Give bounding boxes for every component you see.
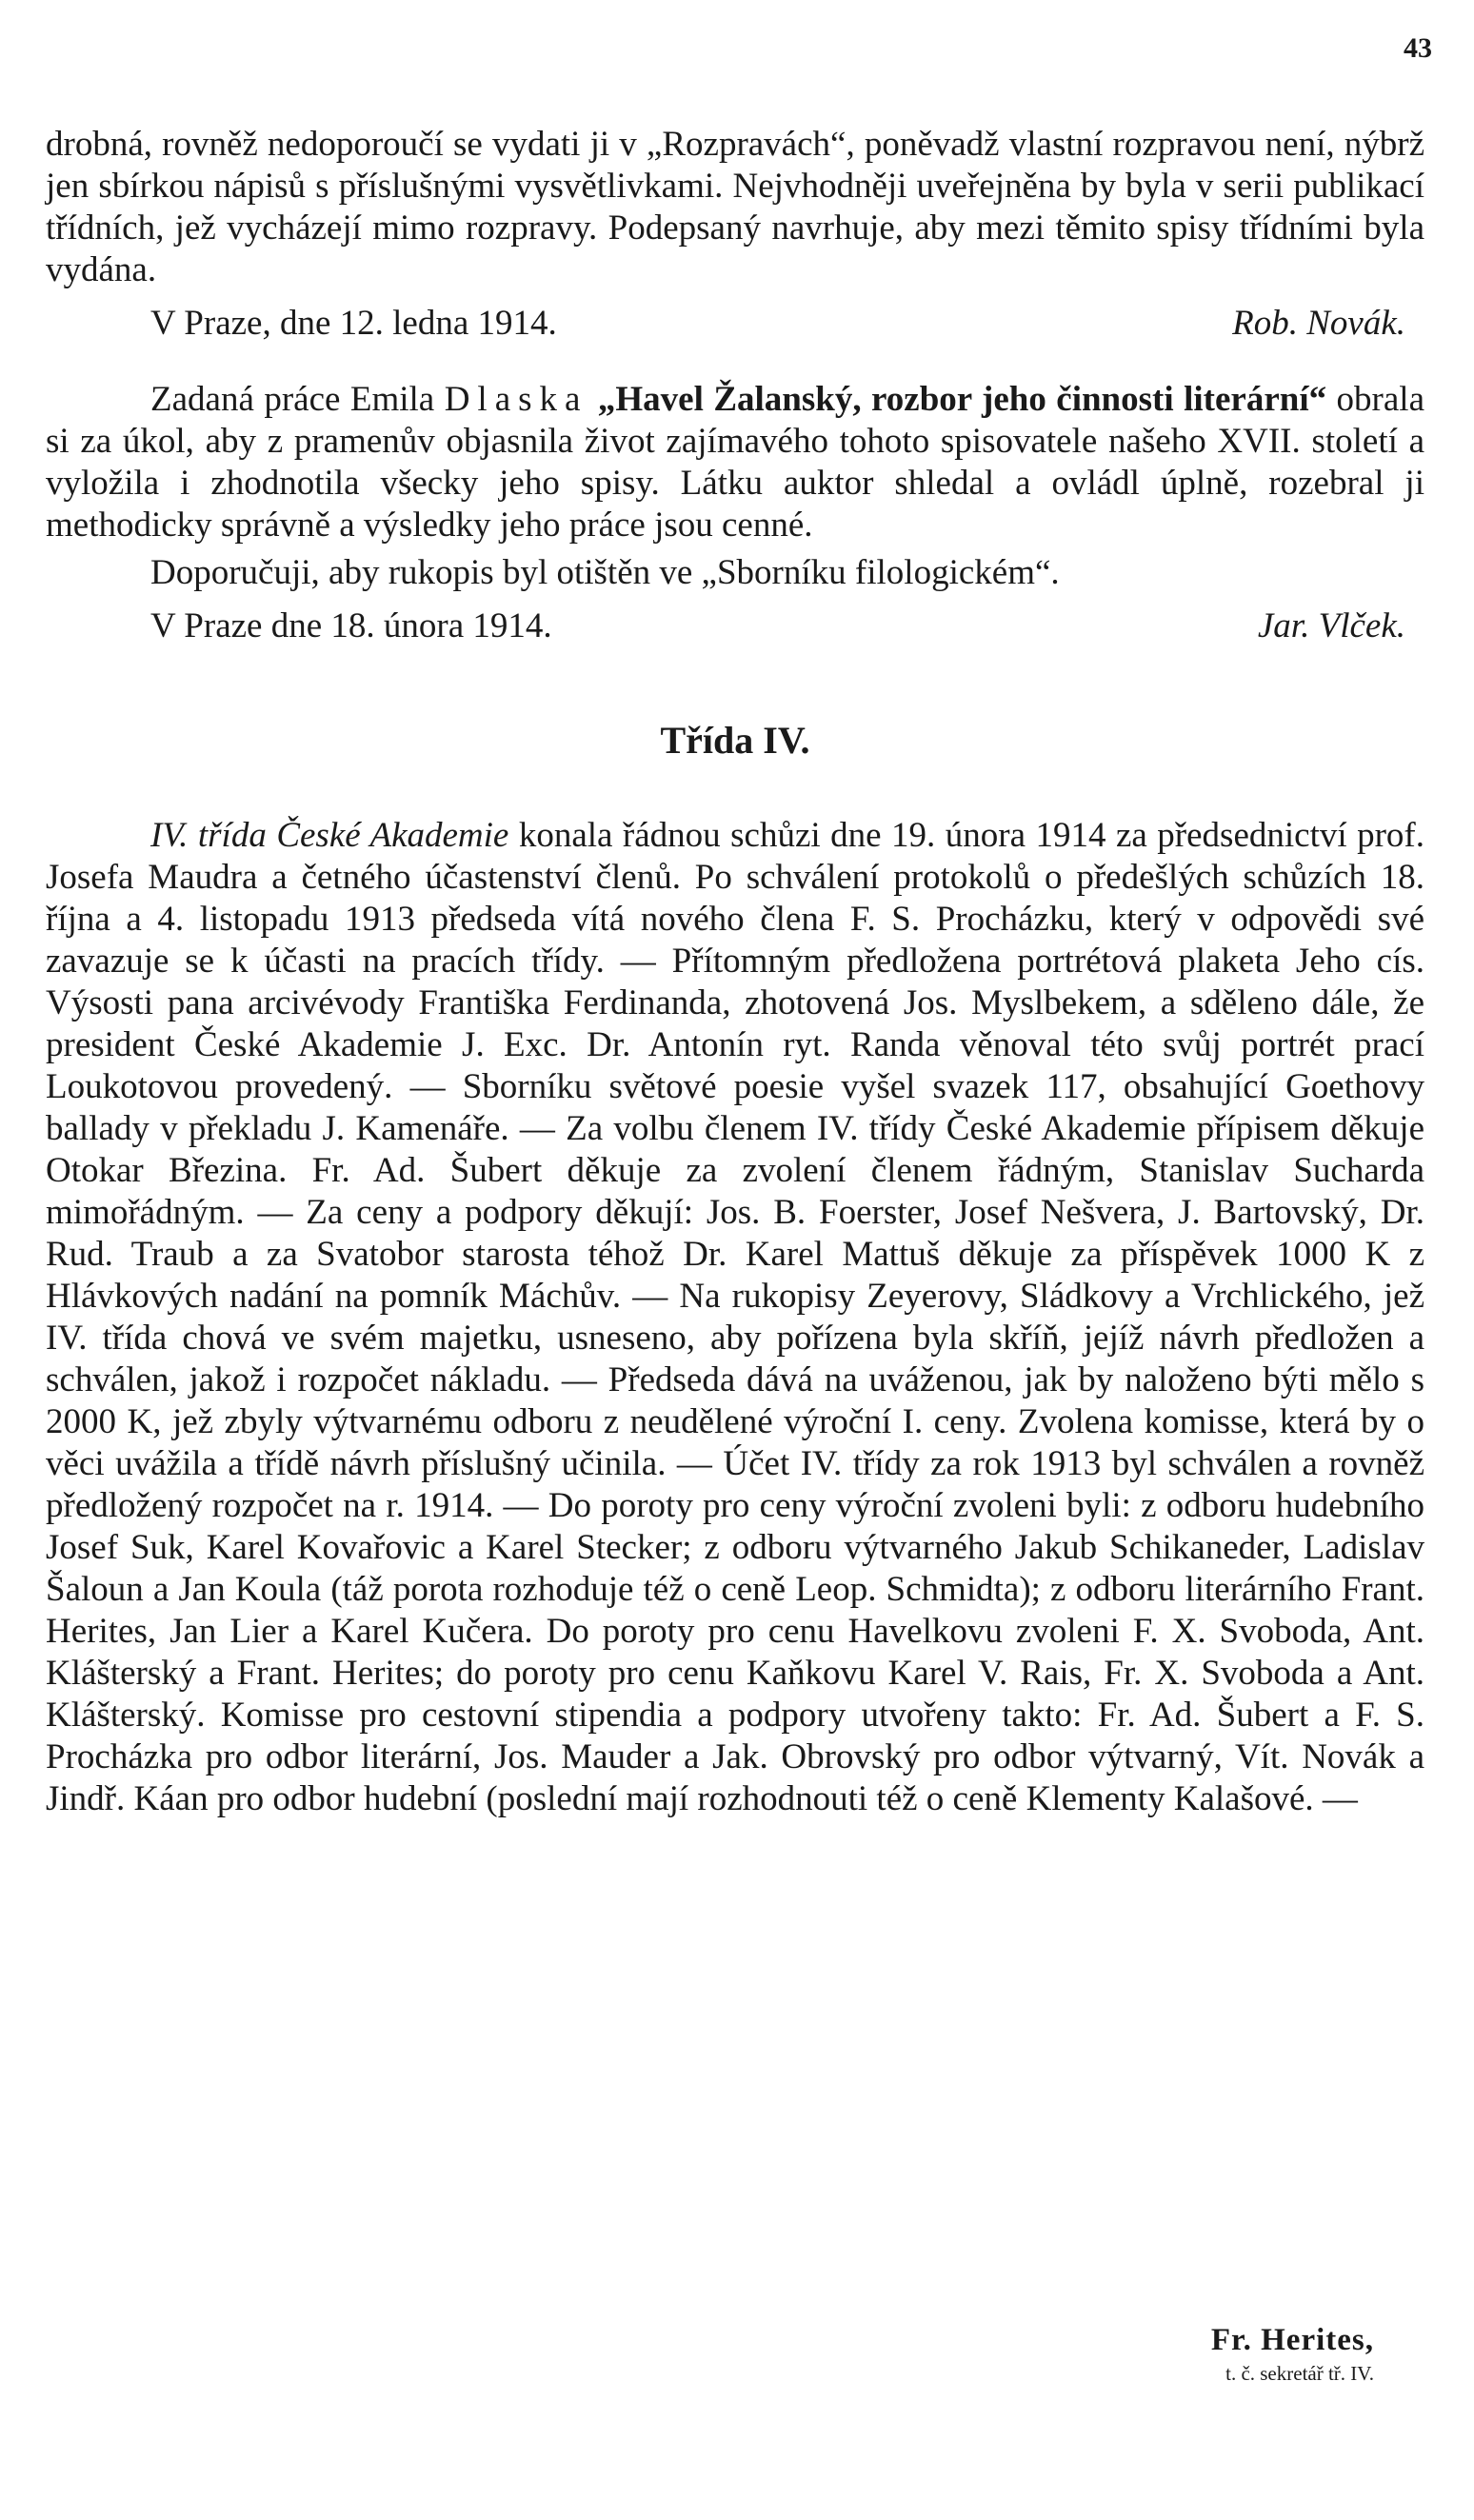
- second-report-signer: Jar. Vlček.: [1257, 606, 1405, 645]
- signature-title: t. č. sekretář tř. IV.: [1225, 2362, 1374, 2385]
- second-report-lead: Zadaná práce Emila: [150, 380, 435, 419]
- section-minutes: [46, 815, 1424, 1820]
- page-number: 43: [1404, 32, 1432, 64]
- second-report-work-title: „Havel Žalanský, rozbor jeho činnosti literární“: [597, 380, 1327, 419]
- second-report-recommendation: Doporučuji, aby rukopis byl otištěn ve „Sborníku filologickém“.: [150, 553, 1060, 592]
- section-heading: Třída IV.: [660, 719, 810, 762]
- section-body: konala řádnou schůzi dne 19. února 1914 za předsednictví prof. Josefa Maudra a četného účastenství členů. Po schválení protokolů o předešlých schůzích 18. října a 4. listopadu 1913 předseda vítá nového člena F. S. Procházku, který v odpovědi své zavazuje se k účasti na pracích třídy. — Přítomným předložena portrétová plaketa Jeho cís. Výsosti pana arcivévody Františka Ferdinanda, zhotovená Jos. Myslbekem, a sděleno dále, že president České Akademie J. Exc. Dr. Antonín ryt. Randa věnoval této svůj portrét prací Loukotovou provedený. — Sborníku světové poesie vyšel svazek 117, obsahující Goethovy ballady v překladu J. Kamenáře. — Za volbu členem IV. třídy České Akademie přípisem děkuje Otokar Březina. Fr. Ad. Šubert děkuje za zvolení členem řádným, Stanislav Sucharda mimořádným. — Za ceny a podpory děkují: Jos. B. Foerster, Josef Nešvera, J. Bartovský, Dr. Rud. Traub a za Svatobor starosta téhož Dr. Karel Mattuš děkuje za příspěvek 1000 K z Hlávkových nadání na pomník Máchův. — Na rukopisy Zeyerovy, Sládkovy a Vrchlického, jež IV. třída chová ve svém majetku, usneseno, aby pořízena byla skříň, jejíž návrh předložen a schválen, jakož i rozpočet nákladu. — Předseda dává na uváženou, jak by naloženo býti mělo s 2000 K, jež zbyly výtvarnému odboru z neudělené výroční I. ceny. Zvolena komisse, která by o věci uvážila a třídě návrh příslušný učinila. — Účet IV. třídy za rok 1913 byl schválen a rovněž předložený rozpočet na r. 1914. — Do poroty pro ceny výroční zvoleni byli: z odboru hudebního Josef Suk, Karel Kovařovic a Karel Stecker; z odboru výtvarného Jakub Schikaneder, Ladislav Šaloun a Jan Koula (táž porota rozhoduje též o ceně Leop. Schmidta); z odboru literárního Frant. Herites, Jan Lier a Karel Kučera. Do poroty pro cenu Havelkovu zvoleni F. X. Svoboda, Ant. Klášterský a Frant. Herites; do poroty pro cenu Kaňkovu Karel V. Rais, Fr. X. Svoboda a Ant. Klášterský. Komisse pro cestovní stipendia a podpory utvořeny takto: Fr. Ad. Šubert a F. S. Procházka pro odbor literární, Jos. Mauder a Jak. Obrovský pro odbor výtvarný, Vít. Novák a Jindř. Káan pro odbor hudební (poslední mají rozhodnouti též o ceně Klementy Kalašové. —: [46, 816, 1425, 1818]
- report-dateline: [46, 299, 1424, 347]
- report-signer: Rob. Novák.: [1232, 304, 1405, 343]
- document-body: [46, 124, 1424, 1820]
- report-place-date: V Praze, dne 12. ledna 1914.: [150, 304, 557, 343]
- second-report-place-date: V Praze dne 18. února 1914.: [150, 606, 552, 645]
- section-lead: IV. třída České Akademie: [150, 816, 509, 855]
- report-continuation: drobná, rovněž nedoporoučí se vydati ji v „Rozpravách“, poněvadž vlastní rozpravou není, nýbrž jen sbírkou nápisů s příslušnými vysvětlivkami. Nejvhodněji uveřejněna by byla v serii publikací třídních, jež vycházejí mimo rozpravy. Podepsaný navrhuje, aby mezi těmito spisy třídními byla vydána.: [46, 125, 1424, 289]
- second-report-paragraph: [46, 379, 1424, 546]
- signature-block: [1211, 2323, 1374, 2386]
- second-report-author: Dlaska: [444, 380, 588, 419]
- second-report-body: obrala si za úkol, aby z pramenův objasnila život zajímavého tohoto spisovatele našeho XVII. století a vyložila i zhodnotila všecky jeho spisy. Látku auktor shledal a ovládl úplně, rozebral ji methodicky správně a výsledky jeho práce jsou cenné.: [46, 380, 1424, 545]
- second-report-dateline: [46, 602, 1424, 649]
- signature-name: Fr. Herites,: [1210, 2323, 1374, 2357]
